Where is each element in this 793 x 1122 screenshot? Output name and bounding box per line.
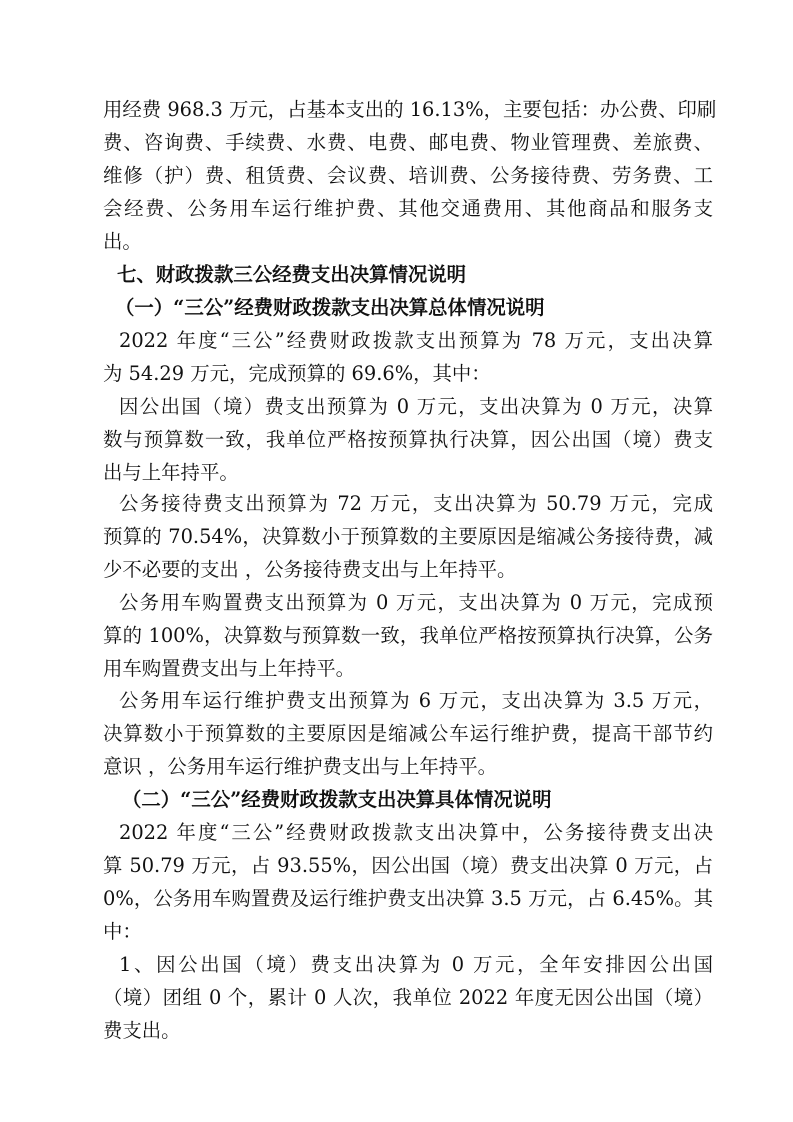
paragraph-line: 数与预算数一致，我单位严格按预算执行决算，因公出国（境）费支: [103, 428, 713, 451]
paragraph-line: 意识 ，公务用车运行维护费支出与上年持平。: [103, 755, 497, 778]
paragraph-line: 公务用车运行维护费支出预算为 6 万元，支出决算为 3.5 万元，: [119, 689, 713, 712]
paragraph-line: （境）团组 0 个，累计 0 人次，我单位 2022 年度无因公出国（境）: [103, 986, 713, 1009]
section-heading: 七、财政拨款三公经费支出决算情况说明: [117, 263, 467, 286]
subsection-heading: （一）“三公”经费财政拨款支出决算总体情况说明: [115, 296, 545, 319]
paragraph-line: 中：: [103, 920, 142, 943]
paragraph-line: 出与上年持平。: [103, 461, 239, 484]
paragraph-line: 算的 100%，决算数与预算数一致，我单位严格按预算执行决算，公务: [103, 624, 713, 647]
paragraph-line: 因公出国（境）费支出预算为 0 万元，支出决算为 0 万元，决算: [119, 395, 713, 418]
paragraph-line: 决算数小于预算数的主要原因是缩减公车运行维护费，提高干部节约: [103, 722, 713, 745]
paragraph-line: 公务用车购置费支出预算为 0 万元，支出决算为 0 万元，完成预: [119, 591, 713, 614]
paragraph-line: 算 50.79 万元，占 93.55%，因公出国（境）费支出决算 0 万元，占: [103, 854, 713, 877]
paragraph-line: 为 54.29 万元，完成预算的 69.6%，其中：: [103, 362, 491, 385]
paragraph-line: 费支出。: [103, 1019, 181, 1042]
paragraph-line: 出。: [103, 230, 142, 253]
paragraph-line: 会经费、公务用车运行维护费、其他交通费用、其他商品和服务支: [103, 197, 713, 220]
paragraph-line: 公务接待费支出预算为 72 万元，支出决算为 50.79 万元，完成: [119, 492, 713, 515]
paragraph-line: 预算的 70.54%，决算数小于预算数的主要原因是缩减公务接待费，减: [103, 525, 713, 548]
paragraph-line: 用车购置费支出与上年持平。: [103, 657, 356, 680]
paragraph-line: 用经费 968.3 万元，占基本支出的 16.13%，主要包括：办公费、印刷: [103, 98, 717, 121]
paragraph-line: 0%，公务用车购置费及运行维护费支出决算 3.5 万元，占 6.45%。其: [103, 887, 713, 910]
paragraph-line: 少不必要的支出 ，公务接待费支出与上年持平。: [103, 558, 517, 581]
paragraph-line: 2022 年度“三公”经费财政拨款支出预算为 78 万元，支出决算: [119, 329, 713, 352]
paragraph-line: 1、因公出国（境）费支出决算为 0 万元，全年安排因公出国: [119, 953, 713, 976]
subsection-heading: （二）“三公”经费财政拨款支出决算具体情况说明: [122, 788, 552, 811]
paragraph-line: 费、咨询费、手续费、水费、电费、邮电费、物业管理费、差旅费、: [103, 131, 713, 154]
paragraph-line: 2022 年度“三公”经费财政拨款支出决算中，公务接待费支出决: [119, 821, 713, 844]
paragraph-line: 维修（护）费、租赁费、会议费、培训费、公务接待费、劳务费、工: [103, 164, 713, 187]
